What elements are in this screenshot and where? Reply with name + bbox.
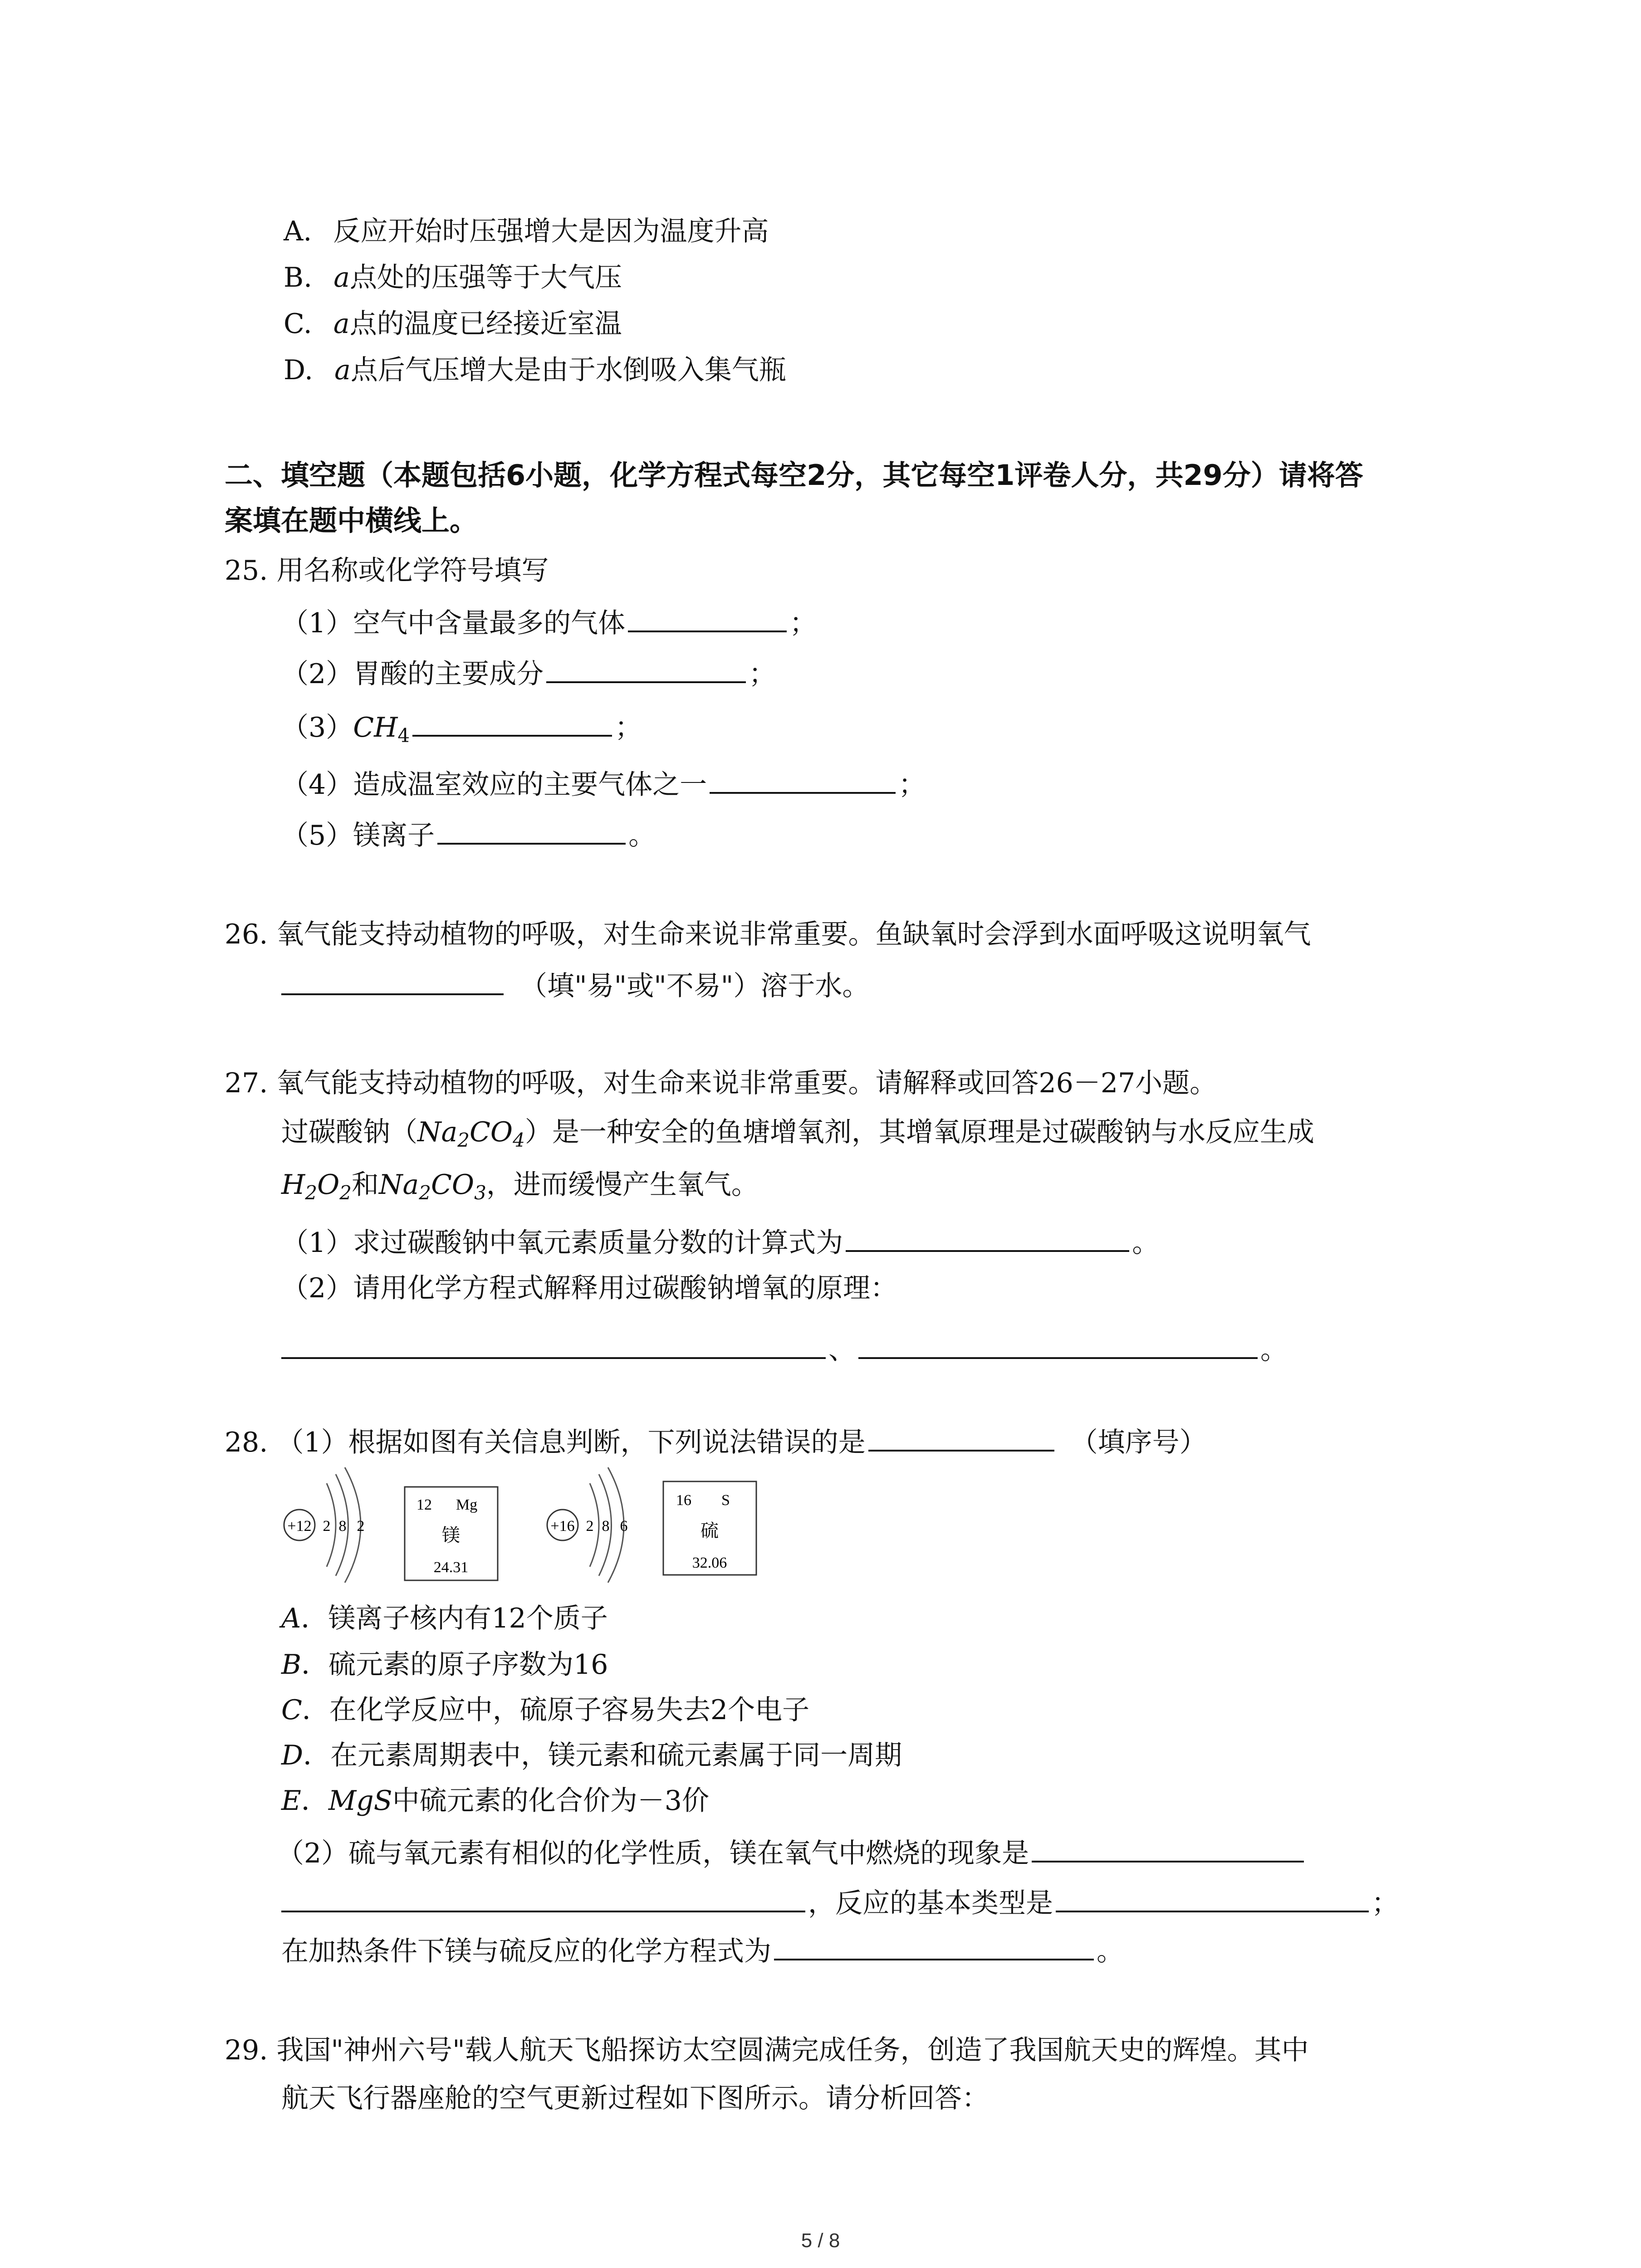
option-text: ．在化学反应中，硫原子容易失去2个电子 [302, 1694, 810, 1726]
s-atomic-number: 16 [676, 1492, 691, 1509]
item-end: 。 [628, 820, 656, 851]
mg-element-card [405, 1487, 498, 1580]
mg-mass: 24.31 [433, 1559, 469, 1576]
option-label: A [281, 1603, 301, 1634]
q27-sub2: （2）请用化学方程式解释用过碳酸钠增氧的原理： [281, 1272, 898, 1304]
option-text: 点后气压增大是由于水倒吸入集气瓶 [350, 354, 786, 386]
answer-blank[interactable] [281, 1329, 826, 1359]
atom-structure-figure [272, 1465, 771, 1592]
option-text: 反应开始时压强增大是因为温度升高 [333, 215, 769, 247]
option-label: C. [284, 308, 312, 340]
q28-option-b [281, 1647, 608, 1683]
option-var: a [333, 308, 350, 340]
formula-h2o2: $H_2O_2$ [281, 1169, 352, 1204]
option-label: A. [284, 215, 312, 247]
option-text: 点处的压强等于大气压 [350, 262, 622, 293]
q27-line2 [281, 1114, 1314, 1150]
s-name: 硫 [700, 1520, 719, 1541]
mg-name: 镁 [442, 1525, 460, 1545]
text: ； [1372, 1887, 1399, 1919]
s-symbol: S [721, 1492, 730, 1509]
mg-shell-2: 8 [338, 1518, 347, 1535]
formula-na2co4: $Na_2CO_4$ [417, 1116, 525, 1151]
text: 、 [828, 1334, 856, 1366]
option-label: B. [284, 262, 313, 293]
answer-blank[interactable] [1056, 1882, 1369, 1912]
option-var: a [334, 354, 351, 386]
formula: CH [353, 712, 398, 743]
option-a [284, 213, 769, 249]
item-text: （1）空气中含量最多的气体 [281, 607, 626, 639]
item-text: （4）造成温室效应的主要气体之一 [281, 769, 707, 801]
text: ，进而缓慢产生氧气。 [486, 1169, 759, 1201]
option-text: ． [301, 1785, 328, 1817]
s-shell-2: 8 [602, 1518, 610, 1535]
formula-subscript: 4 [397, 724, 410, 747]
mg-shell-1: 2 [323, 1518, 331, 1535]
q27-line3 [281, 1167, 759, 1203]
answer-blank[interactable] [710, 764, 896, 794]
text: ）是一种安全的鱼塘增氧剂，其增氧原理是过碳酸钠与水反应生成 [524, 1116, 1314, 1148]
q28-part2-line1 [277, 1833, 1307, 1872]
answer-blank[interactable] [437, 815, 626, 845]
answer-blank[interactable] [412, 707, 612, 737]
answer-blank[interactable] [858, 1329, 1258, 1359]
q28-part2-line2 [281, 1882, 1399, 1921]
q28-option-c [281, 1692, 809, 1728]
item-end: ； [749, 658, 776, 690]
option-c [284, 306, 622, 342]
text: 。 [1260, 1334, 1288, 1366]
text: （1）求过碳酸钠中氧元素质量分数的计算式为 [281, 1227, 843, 1259]
option-b [284, 259, 622, 296]
item-end: ； [789, 607, 817, 639]
answer-blank[interactable] [1032, 1833, 1304, 1862]
q27-line1: 27. 氧气能支持动植物的呼吸，对生命来说非常重要。请解释或回答26－27小题。 [225, 1067, 1217, 1099]
item-end: ； [615, 712, 642, 743]
q28-option-d [281, 1737, 902, 1774]
q25-item-5 [281, 815, 656, 854]
q26-line1: 26. 氧气能支持动植物的呼吸，对生命来说非常重要。鱼缺氧时会浮到水面呼吸这说明氧气 [225, 919, 1311, 950]
item-prefix: （3） [281, 712, 353, 743]
section-heading-cont: 案填在题中横线上。 [225, 504, 478, 537]
q29-line2: 航天飞行器座舱的空气更新过程如下图所示。请分析回答： [281, 2082, 989, 2114]
q25-stem: 25. 用名称或化学符号填写 [225, 555, 549, 587]
formula-na2co3: $Na_2CO_3$ [379, 1169, 486, 1204]
text: ，反应的基本类型是 [808, 1887, 1053, 1919]
answer-blank[interactable] [868, 1422, 1054, 1452]
q26-hint: （填"易"或"不易"）溶于水。 [520, 970, 870, 1002]
answer-blank[interactable] [281, 965, 504, 995]
q28-stem [225, 1422, 1207, 1461]
answer-blank[interactable] [281, 1882, 805, 1912]
mg-atom-diagram [284, 1467, 365, 1583]
text: 和 [352, 1169, 379, 1201]
option-text: ．硫元素的原子序数为16 [301, 1649, 608, 1681]
item-text: （2）胃酸的主要成分 [281, 658, 544, 690]
s-element-card [663, 1481, 756, 1575]
s-shell-1: 2 [586, 1518, 594, 1535]
q25-item-1 [281, 602, 817, 641]
option-label: B [281, 1649, 302, 1681]
option-label: C [281, 1694, 302, 1726]
s-atom-diagram [547, 1467, 628, 1583]
q26-line2 [281, 965, 869, 1004]
mg-symbol: Mg [456, 1496, 478, 1513]
text: 。 [1132, 1227, 1160, 1259]
q25-item-2 [281, 653, 776, 692]
text: 过碳酸钠（ [281, 1116, 417, 1148]
s-nucleus-charge: +16 [550, 1518, 575, 1535]
page-number: 5 / 8 [801, 2229, 840, 2252]
answer-blank[interactable] [846, 1222, 1129, 1252]
text: 。 [1097, 1936, 1124, 1967]
mg-shell-3: 2 [357, 1518, 365, 1535]
text: （2）硫与氧元素有相似的化学性质，镁在氧气中燃烧的现象是 [277, 1838, 1029, 1869]
s-shell-3: 6 [620, 1518, 628, 1535]
s-mass: 32.06 [692, 1554, 727, 1571]
section-heading: 二、填空题（本题包括6小题，化学方程式每空2分，其它每空1评卷人分，共29分）请将答 [225, 459, 1363, 492]
q29-line1: 29. 我国"神州六号"载人航天飞船探访太空圆满完成任务，创造了我国航天史的辉煌。其中 [225, 2034, 1309, 2066]
option-d [284, 352, 786, 388]
formula: MgS [328, 1785, 392, 1817]
q28-option-a [281, 1600, 608, 1637]
option-label: D. [284, 354, 314, 386]
mg-nucleus-charge: +12 [287, 1518, 312, 1535]
option-var: a [333, 262, 350, 293]
q28-option-e [281, 1783, 709, 1819]
item-end: ； [898, 769, 926, 801]
text: 28. （1）根据如图有关信息判断，下列说法错误的是 [225, 1427, 866, 1458]
text: 在加热条件下镁与硫反应的化学方程式为 [281, 1936, 771, 1967]
q27-sub2-answers [281, 1329, 1288, 1368]
option-text: 中硫元素的化合价为－3价 [392, 1785, 709, 1817]
q25-item-3 [281, 707, 642, 746]
q27-sub1 [281, 1222, 1159, 1261]
text: （填序号） [1070, 1427, 1207, 1458]
mg-atomic-number: 12 [416, 1496, 432, 1513]
q25-item-4 [281, 764, 926, 803]
option-label: E [281, 1785, 301, 1817]
answer-blank[interactable] [628, 602, 787, 632]
option-text: ．在元素周期表中，镁元素和硫元素属于同一周期 [303, 1740, 902, 1771]
option-text: 点的温度已经接近室温 [349, 308, 622, 340]
answer-blank[interactable] [774, 1931, 1094, 1960]
option-text: ．镁离子核内有12个质子 [301, 1603, 608, 1634]
q28-part2-line3 [281, 1931, 1124, 1970]
item-text: （5）镁离子 [281, 820, 435, 851]
answer-blank[interactable] [546, 653, 746, 683]
option-label: D [281, 1740, 304, 1771]
